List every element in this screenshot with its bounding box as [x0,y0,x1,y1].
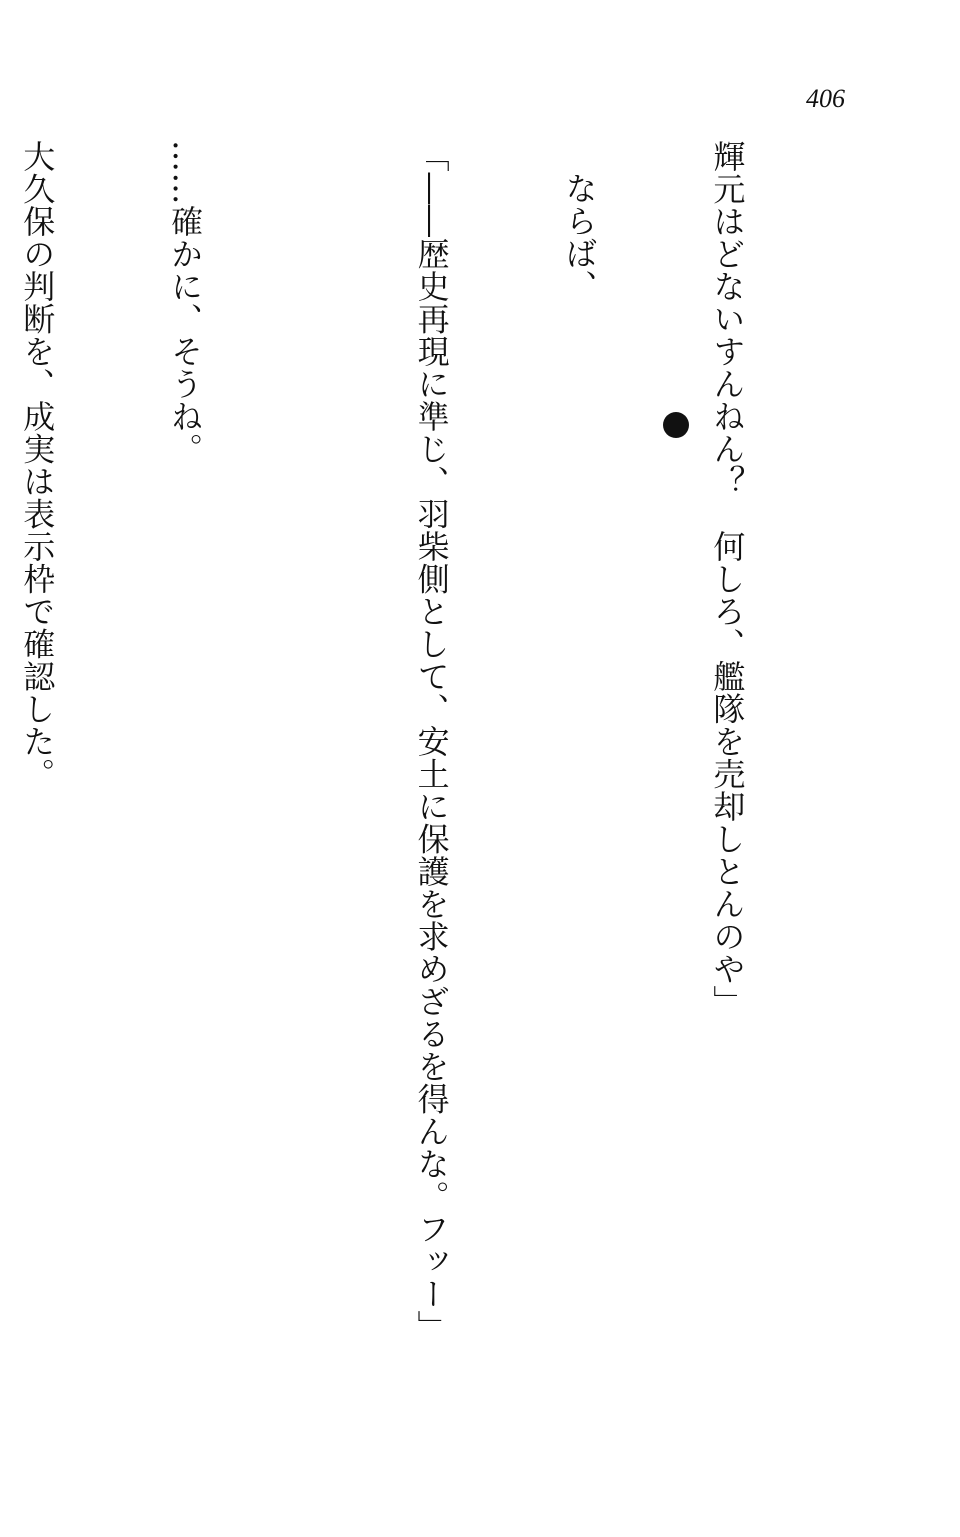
body-line: ならば、 [560,172,599,302]
body-line: 「――歴史再現に準じ、羽柴側として、安土に保護を求めざるを得んな。フッー」 [412,140,451,1343]
page-number: 406 [806,84,845,113]
body-line: 大久保の判断を、成実は表示枠で確認した。 [18,140,57,790]
body-line: 輝元はどないすんねん？ 何しろ、艦隊を売却しとんのや」 [708,140,747,1018]
vertical-text-body [0,140,850,1343]
body-line: ……確かに、そうね。 [166,140,205,465]
